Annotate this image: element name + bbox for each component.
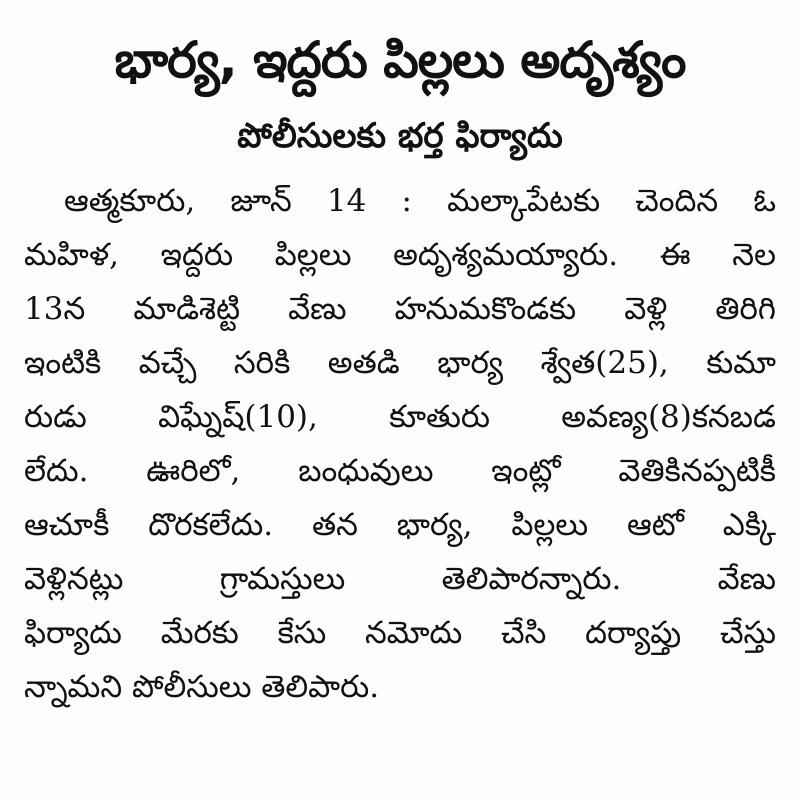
article-body bbox=[24, 174, 776, 714]
body-line: న్నామని పోలీసులు తెలిపారు. bbox=[24, 669, 380, 705]
body-line: ఫిర్యాదు మేరకు కేసు నమోదు చేసి దర్యాప్తు చేస్తు bbox=[24, 615, 776, 651]
body-line: మహిళ, ఇద్దరు పిల్లలు అదృశ్యమయ్యారు. ఈ నెల bbox=[24, 237, 776, 273]
body-line: లేదు. ఊరిలో, బంధువులు ఇంట్లో వెతికినప్పటికీ bbox=[24, 453, 776, 489]
body-line: రుడు విఘ్నేష్(10), కూతురు అవణ్య(8)కనబడ bbox=[24, 399, 776, 435]
subheadline: పోలీసులకు భర్త ఫిర్యాదు bbox=[237, 116, 563, 156]
body-line: ఆత్మకూరు, జూన్ 14 : మల్కాపేటకు చెందిన ఓ bbox=[64, 183, 776, 219]
body-line: 13న మాడిశెట్టి వేణు హనుమకొండకు వెళ్లి తిరిగి bbox=[24, 291, 776, 327]
body-line: వెళ్లినట్లు గ్రామస్తులు తెలిపారన్నారు. వేణు bbox=[24, 561, 776, 597]
headline: భార్య, ఇద్దరు పిల్లలు అదృశ్యం bbox=[114, 31, 686, 89]
body-line: ఇంటికి వచ్చే సరికి అతడి భార్య శ్వేత(25), కుమా bbox=[24, 345, 776, 381]
body-line: ఆచూకీ దొరకలేదు. తన భార్య, పిల్లలు ఆటో ఎక్కి bbox=[24, 507, 776, 543]
